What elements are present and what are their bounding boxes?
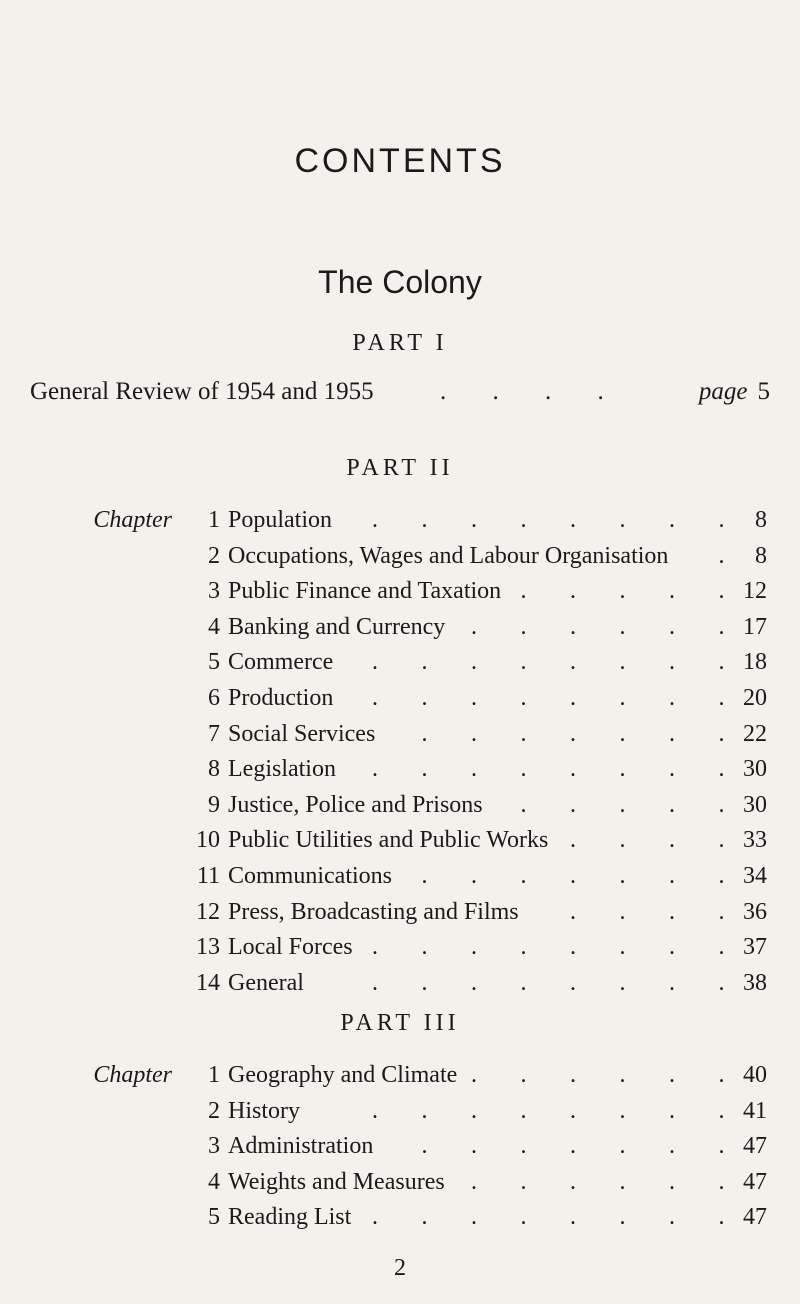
leader-dot: . — [669, 969, 675, 996]
general-review-page — [699, 378, 770, 406]
part-two-chapter-list — [0, 507, 800, 1005]
leader-dot: . — [619, 720, 626, 747]
chapter-page-number: 37 — [743, 934, 767, 961]
leader-dot: . — [619, 613, 626, 640]
chapter-number: 3 — [208, 578, 220, 605]
chapter-number: 4 — [208, 613, 220, 640]
chapter-page-number: 38 — [743, 969, 767, 996]
toc-entry — [0, 1062, 800, 1098]
toc-entry — [0, 1169, 800, 1205]
leader-dot: . — [669, 934, 675, 961]
chapter-title: Production — [228, 684, 334, 711]
leader-dot: . — [570, 507, 576, 533]
leader-dot: . — [669, 1133, 675, 1160]
leader-dot: . — [520, 720, 527, 747]
chapter-number: 2 — [208, 1097, 220, 1124]
chapter-title: Social Services — [228, 720, 376, 747]
leader-dot: . — [471, 720, 477, 747]
chapter-number: 5 — [208, 649, 220, 676]
leader-dot: . — [570, 1133, 576, 1160]
leader-dot: . — [520, 578, 527, 605]
chapter-page-number: 12 — [743, 578, 767, 605]
leader-dot: . — [372, 934, 378, 961]
leader-dot: . — [669, 756, 675, 783]
leader-dot: . — [669, 613, 675, 640]
part-three-chapter-list — [0, 1062, 800, 1240]
leader-dot: . — [619, 827, 626, 854]
chapter-title: Commerce — [228, 649, 334, 676]
leader-dot: . — [570, 578, 576, 605]
leader-dot: . — [570, 684, 576, 711]
leader-dot: . — [718, 969, 725, 996]
leader-dot: . — [570, 720, 576, 747]
chapter-title: Press, Broadcasting and Films — [228, 898, 519, 925]
leader-dot: . — [718, 1204, 725, 1231]
leader-dot: . — [421, 720, 428, 747]
toc-entry — [0, 1204, 800, 1240]
leader-dot: . — [421, 649, 428, 676]
toc-entry — [0, 543, 800, 579]
page-title: CONTENTS — [294, 142, 506, 180]
leader-dot: . — [471, 1133, 477, 1160]
leader-dot: . — [570, 791, 576, 818]
leader-dot: . — [619, 684, 626, 711]
page-number: 5 — [757, 378, 770, 405]
leader-dot: . — [421, 969, 428, 996]
chapter-number: 2 — [208, 542, 220, 569]
chapter-number: 8 — [208, 756, 220, 783]
leader-dot: . — [718, 898, 725, 925]
chapter-title: Local Forces — [228, 934, 353, 961]
leader-dot: . — [718, 613, 725, 640]
chapter-number: 1 — [208, 507, 220, 533]
chapter-page-number: 47 — [743, 1204, 767, 1231]
page-word: page — [698, 378, 748, 405]
leader-dot: . — [471, 1168, 477, 1195]
part-two-heading: PART II — [346, 455, 454, 481]
leader-dots: . . . . — [440, 378, 624, 405]
leader-dot: . — [421, 684, 428, 711]
leader-dot: . — [471, 969, 477, 996]
chapter-page-number: 36 — [743, 898, 767, 925]
leader-dot: . — [570, 1097, 576, 1124]
leader-dot: . — [570, 1168, 576, 1195]
leader-dot: . — [421, 1133, 428, 1160]
leader-dot: . — [718, 791, 725, 818]
chapter-number: 14 — [196, 969, 220, 996]
leader-dot: . — [669, 827, 675, 854]
leader-dot: . — [669, 862, 675, 889]
toc-entry — [0, 934, 800, 970]
leader-dot: . — [718, 934, 725, 961]
leader-dot: . — [669, 1204, 675, 1231]
toc-entry — [0, 970, 800, 1006]
chapter-page-number: 30 — [743, 756, 767, 783]
leader-dot: . — [520, 1097, 527, 1124]
chapter-title: Administration — [228, 1133, 374, 1160]
leader-dot: . — [520, 862, 527, 889]
leader-dot: . — [520, 684, 527, 711]
leader-dot: . — [718, 862, 725, 889]
toc-entry — [0, 827, 800, 863]
chapter-title: Justice, Police and Prisons — [228, 791, 483, 818]
leader-dot: . — [372, 756, 378, 783]
leader-dot: . — [718, 1097, 725, 1124]
leader-dot: . — [718, 1133, 725, 1160]
leader-dot: . — [718, 684, 725, 711]
leader-dot: . — [669, 1062, 675, 1088]
leader-dot: . — [619, 1133, 626, 1160]
leader-dot: . — [471, 862, 477, 889]
leader-dot: . — [669, 649, 675, 676]
leader-dot: . — [471, 649, 477, 676]
leader-dot: . — [372, 969, 378, 996]
leader-dot: . — [619, 862, 626, 889]
chapter-title: Legislation — [228, 756, 336, 783]
leader-dot: . — [471, 507, 477, 533]
toc-entry — [0, 685, 800, 721]
leader-dot: . — [669, 507, 675, 533]
leader-dot: . — [718, 649, 725, 676]
chapter-number: 11 — [196, 862, 220, 889]
toc-entry — [0, 614, 800, 650]
leader-dot: . — [619, 1097, 626, 1124]
leader-dot: . — [570, 756, 576, 783]
leader-dot: . — [570, 898, 576, 925]
leader-dot: . — [570, 827, 576, 854]
toc-entry — [0, 721, 800, 757]
leader-dot: . — [520, 613, 527, 640]
chapter-title: Public Utilities and Public Works — [228, 827, 549, 854]
leader-dot: . — [570, 969, 576, 996]
toc-entry — [0, 899, 800, 935]
leader-dot: . — [619, 1062, 626, 1088]
chapter-page-number: 18 — [743, 649, 767, 676]
chapter-title: Geography and Climate — [228, 1062, 458, 1088]
chapter-title: History — [228, 1097, 300, 1124]
leader-dot: . — [570, 862, 576, 889]
leader-dot: . — [421, 1204, 428, 1231]
leader-dot: . — [570, 613, 576, 640]
leader-dot: . — [619, 1204, 626, 1231]
chapter-label: Chapter — [93, 507, 172, 533]
chapter-page-number: 22 — [743, 720, 767, 747]
chapter-title: General — [228, 969, 304, 996]
section-title: The Colony — [318, 264, 482, 300]
leader-dot: . — [619, 1168, 626, 1195]
chapter-number: 12 — [196, 898, 220, 925]
chapter-number: 5 — [208, 1204, 220, 1231]
leader-dot: . — [718, 1168, 725, 1195]
leader-dot: . — [471, 1204, 477, 1231]
leader-dot: . — [471, 934, 477, 961]
toc-entry — [0, 1133, 800, 1169]
chapter-number: 10 — [196, 827, 220, 854]
chapter-title: Population — [228, 507, 333, 533]
toc-entry — [0, 792, 800, 828]
part-one-heading: PART I — [352, 330, 448, 356]
chapter-page-number: 40 — [743, 1062, 767, 1088]
leader-dot: . — [718, 756, 725, 783]
leader-dot: . — [372, 507, 378, 533]
leader-dot: . — [669, 791, 675, 818]
toc-entry — [0, 756, 800, 792]
chapter-number: 7 — [208, 720, 220, 747]
leader-dot: . — [372, 1204, 378, 1231]
leader-dot: . — [718, 578, 725, 605]
leader-dot: . — [718, 507, 725, 533]
chapter-title: Communications — [228, 862, 392, 889]
chapter-page-number: 33 — [743, 827, 767, 854]
leader-dot: . — [421, 862, 428, 889]
general-review-title: General Review of 1954 and 1955 — [30, 378, 374, 405]
leader-dot: . — [421, 507, 428, 533]
chapter-page-number: 17 — [743, 613, 767, 640]
leader-dot: . — [372, 684, 378, 711]
toc-entry — [0, 507, 800, 543]
leader-dot: . — [471, 1097, 477, 1124]
leader-dot: . — [619, 791, 626, 818]
leader-dot: . — [520, 791, 527, 818]
leader-dot: . — [718, 827, 725, 854]
leader-dot: . — [669, 720, 675, 747]
leader-dot: . — [520, 507, 527, 533]
leader-dot: . — [619, 507, 626, 533]
leader-dot: . — [471, 684, 477, 711]
leader-dot: . — [619, 756, 626, 783]
chapter-number: 9 — [208, 791, 220, 818]
general-review-entry — [30, 378, 770, 414]
leader-dot: . — [520, 756, 527, 783]
leader-dot: . — [669, 684, 675, 711]
leader-dot: . — [669, 898, 675, 925]
leader-dot: . — [619, 898, 626, 925]
leader-dot: . — [421, 756, 428, 783]
leader-dot: . — [570, 934, 576, 961]
chapter-page-number: 47 — [743, 1168, 767, 1195]
leader-dot: . — [372, 1097, 378, 1124]
leader-dot: . — [520, 1168, 527, 1195]
chapter-label: Chapter — [93, 1062, 172, 1088]
chapter-title: Weights and Measures — [228, 1168, 445, 1195]
leader-dot: . — [471, 756, 477, 783]
leader-dot: . — [372, 649, 378, 676]
chapter-number: 4 — [208, 1168, 220, 1195]
chapter-number: 1 — [208, 1062, 220, 1088]
chapter-title: Public Finance and Taxation — [228, 578, 502, 605]
leader-dot: . — [619, 649, 626, 676]
leader-dot: . — [421, 1097, 428, 1124]
toc-entry — [0, 863, 800, 899]
leader-dot: . — [520, 1204, 527, 1231]
leader-dot: . — [669, 1168, 675, 1195]
chapter-title: Reading List — [228, 1204, 352, 1231]
chapter-title: Occupations, Wages and Labour Organisation — [228, 542, 669, 569]
leader-dot: . — [421, 934, 428, 961]
chapter-page-number: 41 — [743, 1097, 767, 1124]
chapter-number: 6 — [208, 684, 220, 711]
chapter-page-number: 20 — [743, 684, 767, 711]
leader-dot: . — [619, 578, 626, 605]
chapter-page-number: 30 — [743, 791, 767, 818]
leader-dot: . — [520, 1062, 527, 1088]
leader-dot: . — [520, 934, 527, 961]
toc-entry — [0, 1098, 800, 1134]
leader-dot: . — [570, 1062, 576, 1088]
chapter-number: 13 — [196, 934, 220, 961]
leader-dot: . — [570, 649, 576, 676]
leader-dot: . — [718, 1062, 725, 1088]
leader-dot: . — [718, 542, 725, 569]
chapter-page-number: 34 — [743, 862, 767, 889]
leader-dot: . — [669, 578, 675, 605]
leader-dot: . — [520, 649, 527, 676]
leader-dot: . — [520, 1133, 527, 1160]
chapter-page-number: 8 — [755, 542, 767, 569]
chapter-number: 3 — [208, 1133, 220, 1160]
toc-entry — [0, 578, 800, 614]
leader-dot: . — [471, 1062, 477, 1088]
leader-dot: . — [669, 1097, 675, 1124]
toc-entry — [0, 649, 800, 685]
chapter-page-number: 8 — [755, 507, 767, 533]
part-three-heading: PART III — [340, 1010, 460, 1036]
leader-dot: . — [619, 934, 626, 961]
chapter-page-number: 47 — [743, 1133, 767, 1160]
leader-dot: . — [570, 1204, 576, 1231]
footer-page-number: 2 — [394, 1255, 406, 1281]
leader-dot: . — [619, 969, 626, 996]
leader-dot: . — [520, 969, 527, 996]
chapter-title: Banking and Currency — [228, 613, 446, 640]
leader-dot: . — [471, 613, 477, 640]
leader-dot: . — [718, 720, 725, 747]
